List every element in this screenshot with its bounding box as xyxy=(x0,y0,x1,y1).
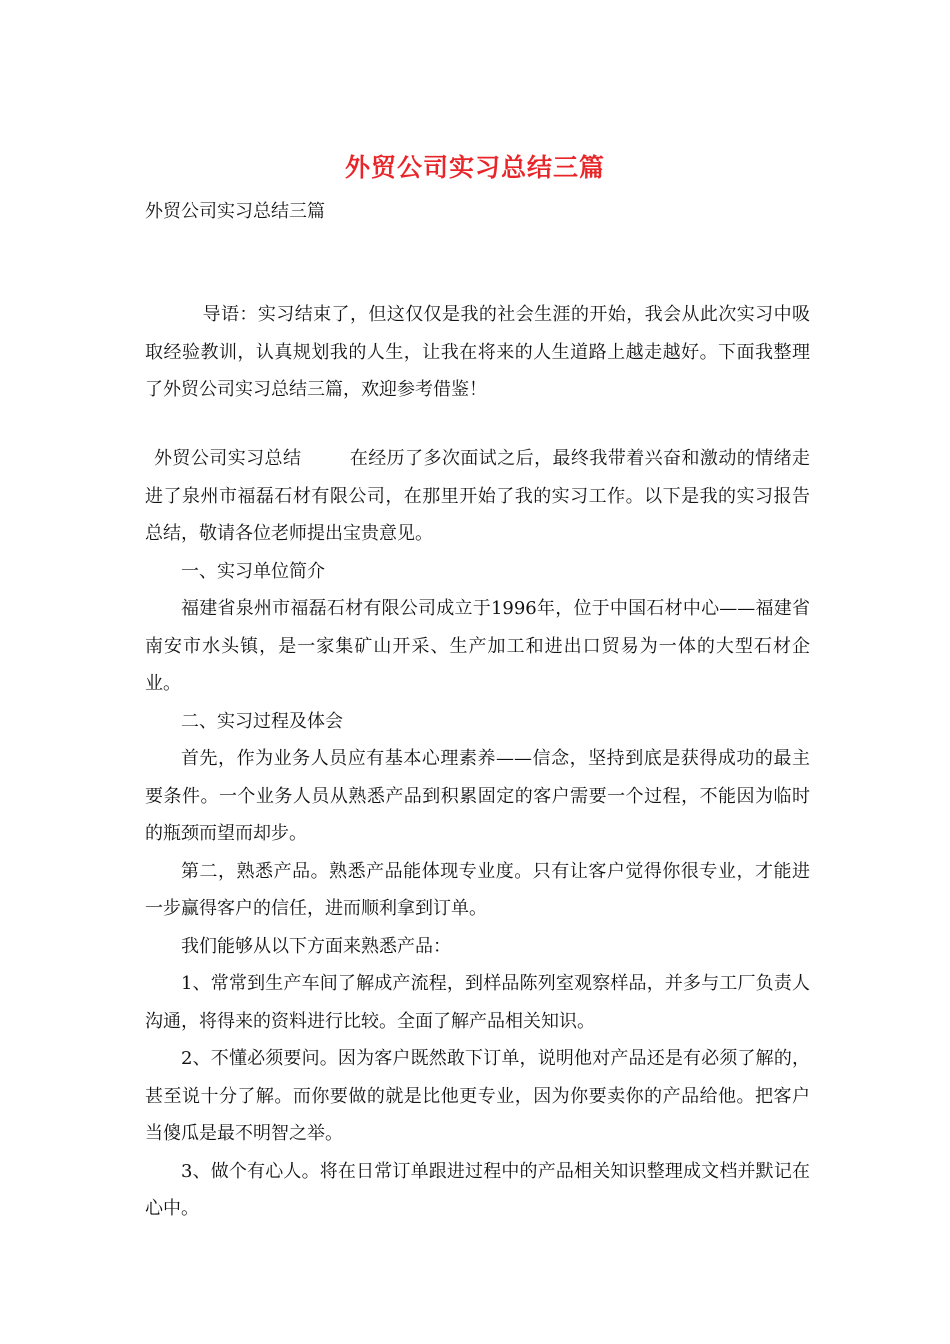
section-label: 外贸公司实习总结 xyxy=(154,448,302,469)
paragraph-ways-intro: 我们能够从以下方面来熟悉产品： xyxy=(181,935,451,957)
heading-process: 二、实习过程及体会 xyxy=(181,710,343,732)
document-subtitle: 外贸公司实习总结三篇 xyxy=(145,201,325,222)
paragraph-first-point: 首先，作为业务人员应有基本心理素养——信念，坚持到底是获得成功的最主要条件。一个业务人员从熟悉产品到积累固定的客户需要一个过程，不能因为临时的瓶颈而望而却步。 xyxy=(145,748,810,844)
list-item-1: 1、常常到生产车间了解成产流程，到样品陈列室观察样品，并多与工厂负责人沟通，将得来的资料进行比较。全面了解产品相关知识。 xyxy=(145,973,810,1032)
paragraph-second-point: 第二，熟悉产品。熟悉产品能体现专业度。只有让客户觉得你很专业，才能进一步赢得客户的信任，进而顺利拿到订单。 xyxy=(145,860,810,919)
paragraph-company: 福建省泉州市福磊石材有限公司成立于1996年，位于中国石材中心——福建省南安市水头镇，是一家集矿山开采、生产加工和进出口贸易为一体的大型石材企业。 xyxy=(145,598,810,694)
opening-paragraph xyxy=(145,440,810,553)
opening-text: 在经历了多次面试之后，最终我带着兴奋和激动的情绪走进了泉州市福磊石材有限公司，在那里开始了我的实习工作。以下是我的实习报告总结，敬请各位老师提出宝贵意见。 xyxy=(145,448,811,544)
list-item-3: 3、做个有心人。将在日常订单跟进过程中的产品相关知识整理成文档并默记在心中。 xyxy=(145,1160,810,1219)
intro-block xyxy=(145,296,810,409)
intro-paragraph: 导语：实习结束了，但这仅仅是我的社会生涯的开始，我会从此次实习中吸取经验教训，认真规划我的人生，让我在将来的人生道路上越走越好。下面我整理了外贸公司实习总结三篇，欢迎参考借鉴！ xyxy=(145,304,810,400)
main-body xyxy=(145,440,810,1228)
document-title: 外贸公司实习总结三篇 xyxy=(344,153,605,182)
list-item-2: 2、不懂必须要问。因为客户既然敢下订单，说明他对产品还是有必须了解的，甚至说十分了解。而你要做的就是比他更专业，因为你要卖你的产品给他。把客户当傻瓜是最不明智之举。 xyxy=(145,1048,810,1144)
heading-company-intro: 一、实习单位简介 xyxy=(181,560,325,582)
